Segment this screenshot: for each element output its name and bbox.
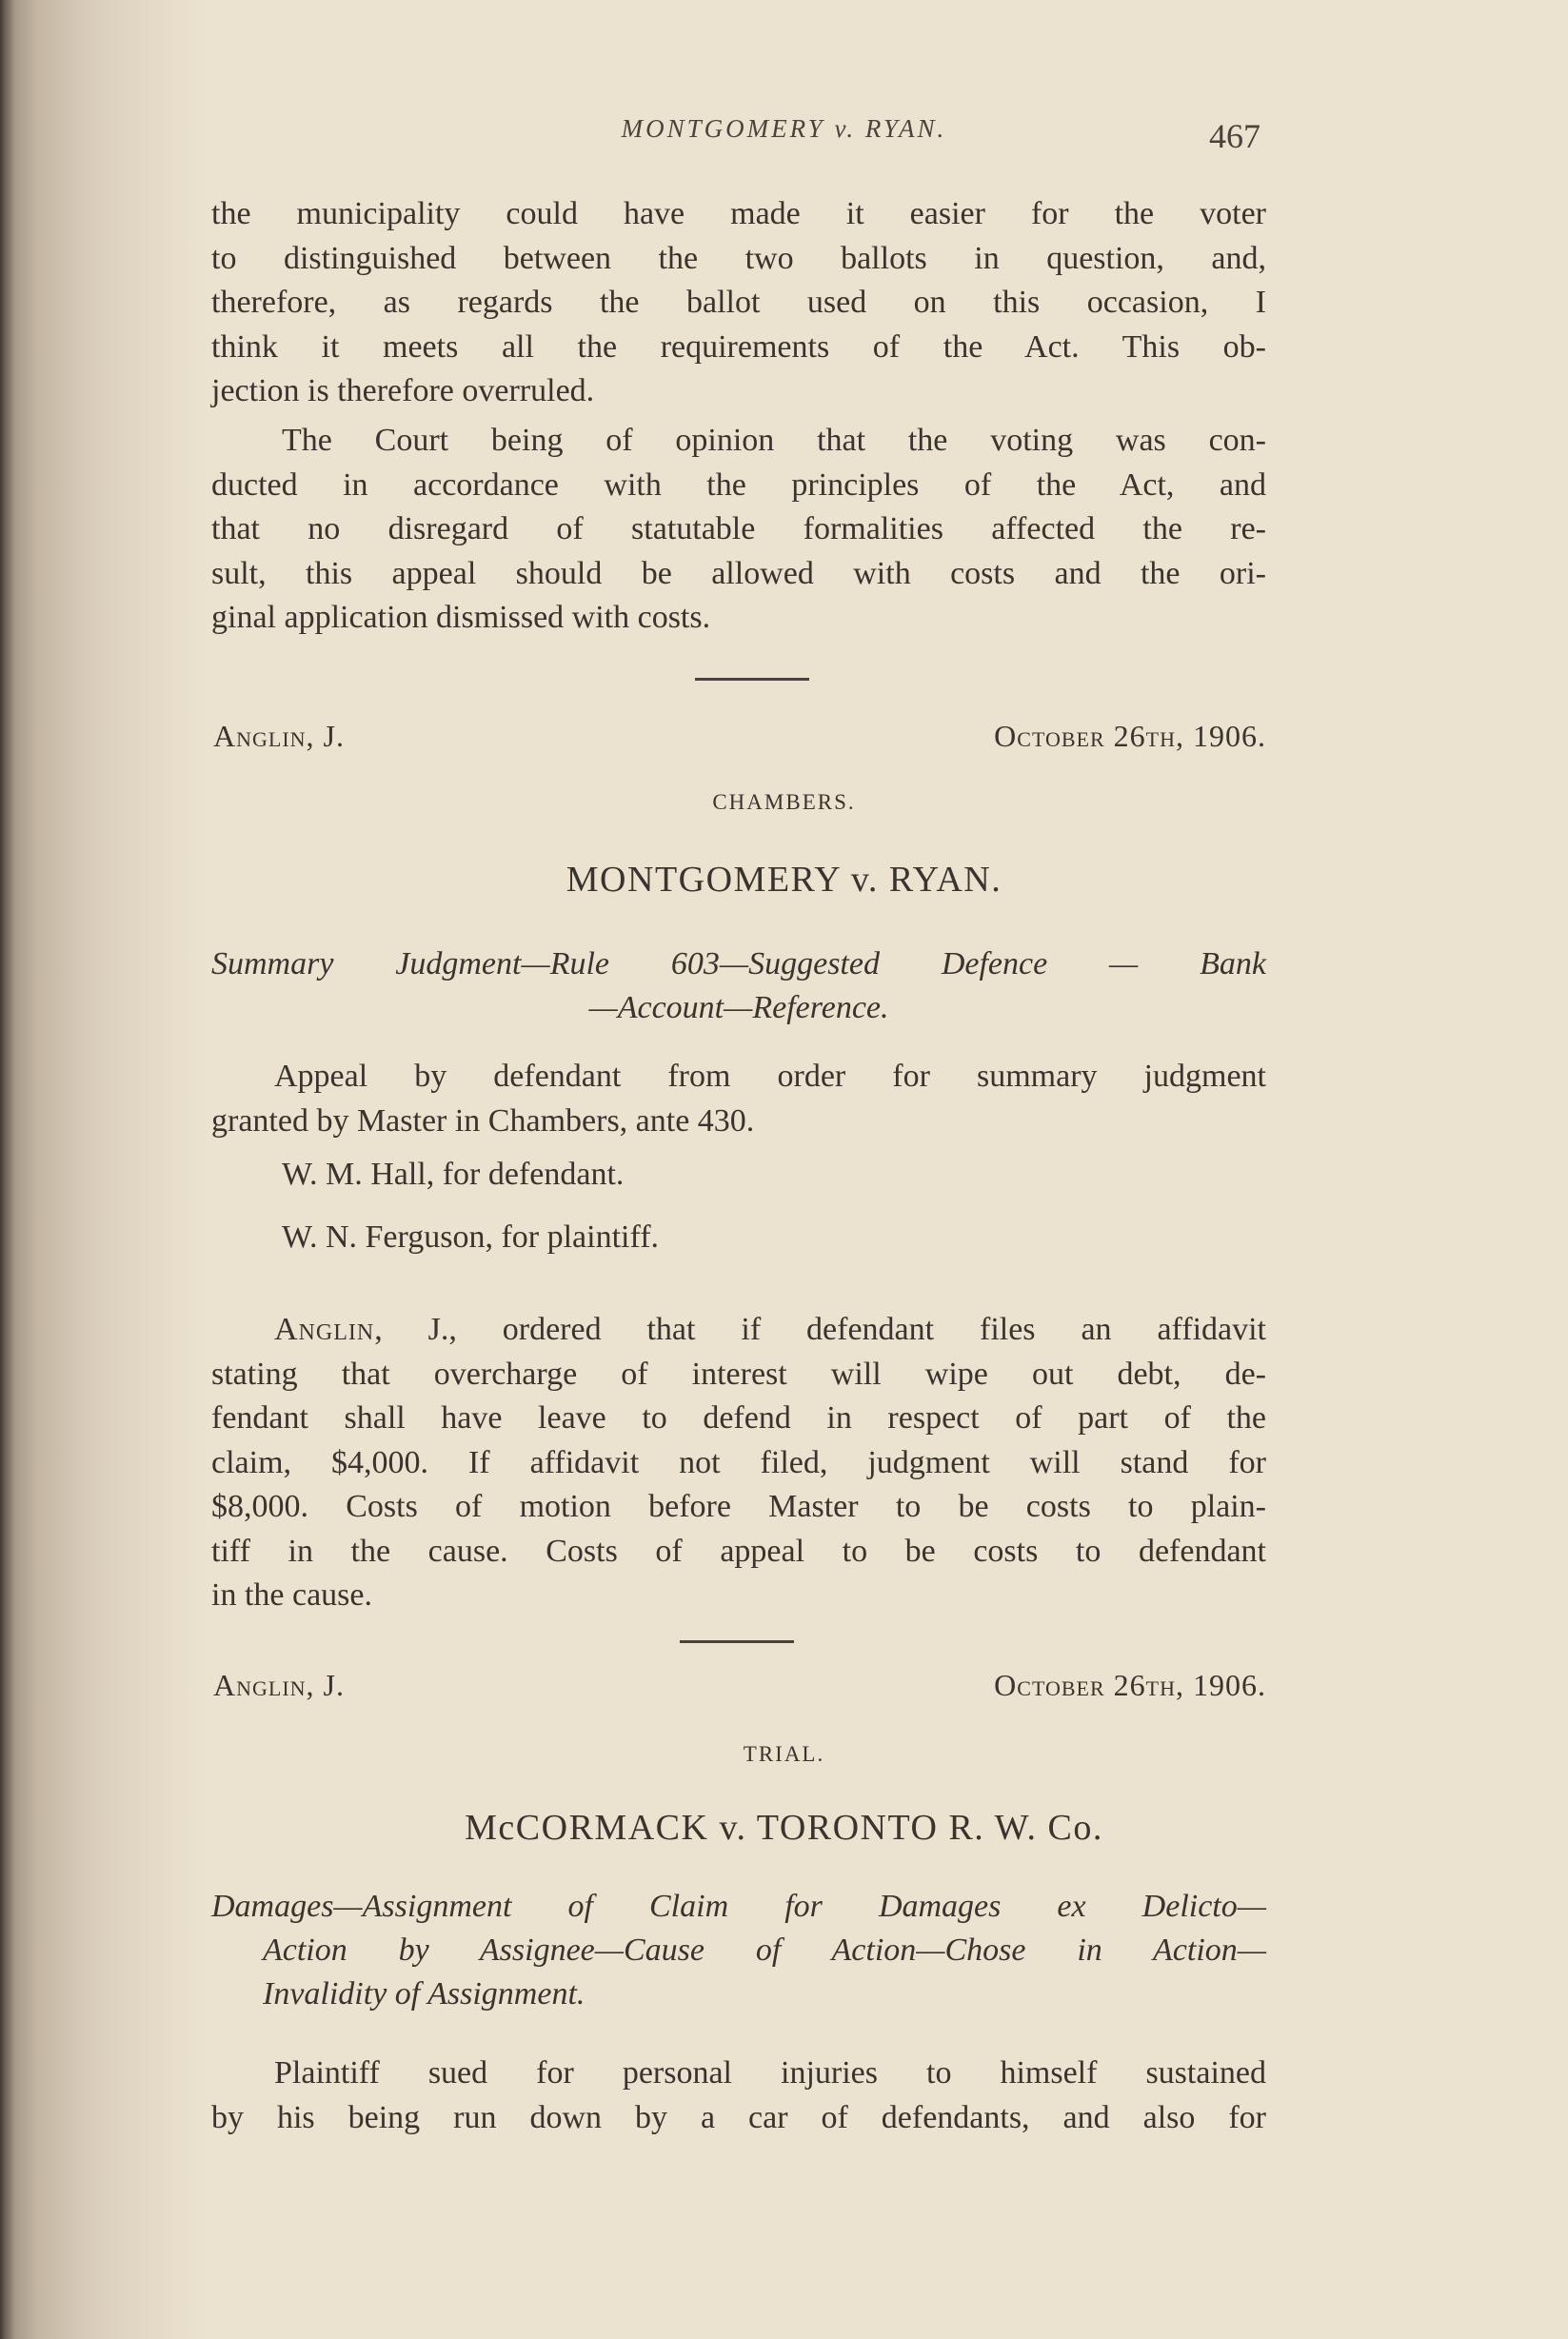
judge-name-inline: Anglin (274, 1312, 375, 1347)
text-line: the municipality could have made it easier for the voter (211, 196, 1266, 231)
page-number: 467 (1209, 117, 1260, 155)
text-line: Appeal by defendant from order for summary judgment (274, 1059, 1266, 1094)
headnote-line: Summary Judgment—Rule 603—Suggested Defence — Bank (211, 946, 1266, 981)
section-divider (680, 1640, 794, 1643)
text-line: jection is therefore overruled. (211, 373, 595, 408)
text-line: sult, this appeal should be allowed with costs and the ori- (211, 555, 1266, 591)
headnote-line: Damages—Assignment of Claim for Damages ex Delicto— (211, 1889, 1266, 1924)
text-line: Anglin, J., ordered that if defendant files an affidavit (274, 1312, 1266, 1347)
case1-title: MONTGOMERY v. RYAN. (566, 860, 1002, 900)
case2-court: TRIAL. (743, 1742, 825, 1766)
case1-judge: Anglin, J. (213, 719, 345, 753)
headnote-line: Action by Assignee—Cause of Action—Chose in Action— (263, 1933, 1266, 1968)
case1-counsel-plaintiff: W. N. Ferguson, for plaintiff. (282, 1219, 660, 1255)
text-line: in the cause. (211, 1577, 372, 1613)
text-line: The Court being of opinion that the voting was con- (282, 423, 1266, 458)
text-line: stating that overcharge of interest will wipe out debt, de- (211, 1356, 1266, 1392)
headnote-line: —Account—Reference. (588, 990, 889, 1025)
text-line: tiff in the cause. Costs of appeal to be costs to defendant (211, 1533, 1266, 1569)
text-line: by his being run down by a car of defendants, and also for (211, 2099, 1266, 2135)
case1-court: CHAMBERS. (712, 790, 856, 814)
case2-headnote (211, 1885, 1266, 2016)
headnote-line: Invalidity of Assignment. (263, 1976, 586, 2012)
text-line: ducted in accordance with the principles of the Act, and (211, 466, 1266, 503)
case1-statement (211, 1055, 1266, 1143)
text-line: Plaintiff sued for personal injuries to himself sustained (274, 2055, 1266, 2091)
case2-judge-date-line (213, 1668, 1266, 1703)
text-line: that no disregard of statutable formalities affected the re- (211, 511, 1266, 546)
text-line: ginal application dismissed with costs. (211, 600, 711, 635)
text-line: claim, $4,000. If affidavit not filed, judgment will stand for (211, 1444, 1266, 1480)
case1-counsel-defendant: W. M. Hall, for defendant. (282, 1157, 625, 1192)
section-divider (695, 678, 809, 681)
running-head: MONTGOMERY v. RYAN. (621, 114, 947, 143)
text-line: granted by Master in Chambers, ante 430. (211, 1102, 755, 1139)
carryover-paragraph-2 (211, 419, 1266, 641)
text-line: therefore, as regards the ballot used on this occasion, I (211, 285, 1266, 320)
text-line: think it meets all the requirements of the Act. This ob- (211, 328, 1266, 365)
text-line: to distinguished between the two ballots in question, and, (211, 240, 1266, 276)
case2-statement (211, 2052, 1266, 2140)
carryover-paragraph-1 (211, 192, 1266, 414)
case2-date: October 26th, 1906. (994, 1668, 1266, 1702)
case2-title: McCORMACK v. TORONTO R. W. Co. (465, 1808, 1103, 1848)
case1-date: October 26th, 1906. (994, 719, 1266, 753)
case2-judge: Anglin, J. (213, 1668, 345, 1702)
text-line: $8,000. Costs of motion before Master to be costs to plain- (211, 1489, 1266, 1524)
text-line: fendant shall have leave to defend in respect of part of the (211, 1400, 1266, 1436)
case1-judge-date-line (213, 719, 1266, 754)
case1-order (211, 1308, 1266, 1618)
case1-headnote (211, 942, 1266, 1030)
